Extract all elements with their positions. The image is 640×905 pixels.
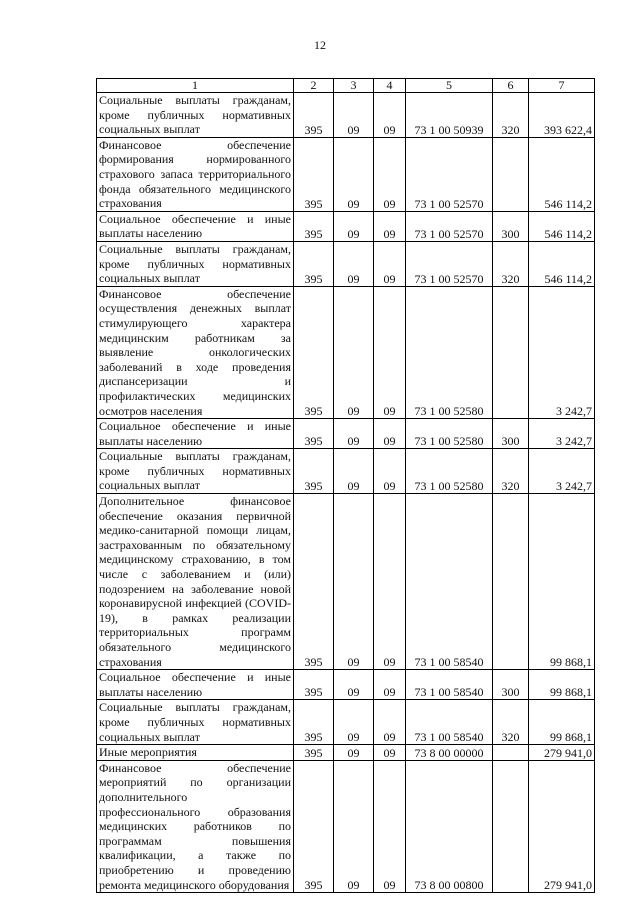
row-col2: 395 (294, 670, 334, 700)
row-description: Социальные выплаты гражданам, кроме публичных нормативных социальных выплат (97, 93, 294, 138)
row-col5: 73 8 00 00800 (406, 760, 493, 892)
table-row (97, 211, 595, 241)
row-col7: 3 242,7 (529, 449, 595, 494)
row-col6 (493, 137, 529, 211)
row-col2: 395 (294, 419, 334, 449)
row-col7: 99 868,1 (529, 670, 595, 700)
table-body (97, 93, 595, 893)
row-col2: 395 (294, 211, 334, 241)
row-col6: 320 (493, 93, 529, 138)
row-col5: 73 1 00 58540 (406, 670, 493, 700)
table-row (97, 93, 595, 138)
row-description: Социальные выплаты гражданам, кроме публичных нормативных социальных выплат (97, 700, 294, 745)
row-col2: 395 (294, 93, 334, 138)
row-col5: 73 1 00 52570 (406, 137, 493, 211)
table-row (97, 449, 595, 494)
row-col7: 546 114,2 (529, 211, 595, 241)
row-col6: 300 (493, 419, 529, 449)
header-cell: 6 (493, 79, 529, 93)
row-col3: 09 (334, 745, 374, 761)
row-col4: 09 (374, 137, 406, 211)
row-col7: 279 941,0 (529, 745, 595, 761)
row-col3: 09 (334, 670, 374, 700)
row-col7: 99 868,1 (529, 494, 595, 670)
page-number: 12 (314, 38, 326, 52)
row-col6: 320 (493, 449, 529, 494)
row-col3: 09 (334, 241, 374, 286)
row-description: Социальное обеспечение и иные выплаты населению (97, 670, 294, 700)
row-description: Финансовое обеспечение осуществления денежных выплат стимулирующего характера медицинским работникам за выявление онкологических заболеваний в ходе проведения диспансеризации и профилактических медицинских осмотров населения (97, 286, 294, 418)
header-cell: 1 (97, 79, 294, 93)
row-col7: 279 941,0 (529, 760, 595, 892)
row-col4: 09 (374, 449, 406, 494)
row-col5: 73 1 00 52570 (406, 211, 493, 241)
row-col4: 09 (374, 745, 406, 761)
header-cell: 5 (406, 79, 493, 93)
row-col4: 09 (374, 211, 406, 241)
row-col7: 546 114,2 (529, 241, 595, 286)
row-description: Иные мероприятия (97, 745, 294, 761)
row-description: Дополнительное финансовое обеспечение оказания первичной медико-санитарной помощи лицам, застрахованным по обязательному медицинскому страхованию, в том числе с заболеванием и (или) подозрением на заболевание новой коронавирусной инфекцией (COVID-19), в рамках реализации территориальных программ обязательного медицинского страхования (97, 494, 294, 670)
row-description: Социальное обеспечение и иные выплаты населению (97, 211, 294, 241)
row-col7: 546 114,2 (529, 137, 595, 211)
row-col2: 395 (294, 745, 334, 761)
header-cell: 3 (334, 79, 374, 93)
row-col6: 300 (493, 670, 529, 700)
row-col7: 3 242,7 (529, 286, 595, 418)
row-col2: 395 (294, 700, 334, 745)
row-description: Финансовое обеспечение формирования нормированного страхового запаса территориального фонда обязательного медицинского страхования (97, 137, 294, 211)
row-col3: 09 (334, 137, 374, 211)
row-col6 (493, 760, 529, 892)
header-cell: 7 (529, 79, 595, 93)
row-col4: 09 (374, 760, 406, 892)
table-row (97, 137, 595, 211)
row-col2: 395 (294, 137, 334, 211)
row-col7: 3 242,7 (529, 419, 595, 449)
row-col5: 73 8 00 00000 (406, 745, 493, 761)
table-row (97, 419, 595, 449)
header-cell: 2 (294, 79, 334, 93)
row-col6: 320 (493, 700, 529, 745)
header-cell: 4 (374, 79, 406, 93)
row-col3: 09 (334, 419, 374, 449)
row-col7: 393 622,4 (529, 93, 595, 138)
row-col3: 09 (334, 286, 374, 418)
row-col5: 73 1 00 52580 (406, 286, 493, 418)
row-col4: 09 (374, 241, 406, 286)
row-col2: 395 (294, 286, 334, 418)
table-row (97, 494, 595, 670)
row-col2: 395 (294, 760, 334, 892)
row-col6: 320 (493, 241, 529, 286)
row-col5: 73 1 00 52580 (406, 449, 493, 494)
table-row (97, 745, 595, 761)
row-col5: 73 1 00 52570 (406, 241, 493, 286)
table-header-row (97, 79, 595, 93)
row-col7: 99 868,1 (529, 700, 595, 745)
row-col6: 300 (493, 211, 529, 241)
row-col4: 09 (374, 700, 406, 745)
row-col5: 73 1 00 50939 (406, 93, 493, 138)
row-description: Социальное обеспечение и иные выплаты населению (97, 419, 294, 449)
row-col3: 09 (334, 760, 374, 892)
row-col4: 09 (374, 286, 406, 418)
row-col5: 73 1 00 58540 (406, 700, 493, 745)
row-col5: 73 1 00 52580 (406, 419, 493, 449)
row-col5: 73 1 00 58540 (406, 494, 493, 670)
row-col2: 395 (294, 241, 334, 286)
row-col6 (493, 286, 529, 418)
budget-table (96, 78, 595, 893)
row-col4: 09 (374, 670, 406, 700)
row-col3: 09 (334, 700, 374, 745)
row-description: Социальные выплаты гражданам, кроме публичных нормативных социальных выплат (97, 449, 294, 494)
row-col3: 09 (334, 93, 374, 138)
row-col2: 395 (294, 449, 334, 494)
table-row (97, 241, 595, 286)
row-col4: 09 (374, 419, 406, 449)
row-col3: 09 (334, 449, 374, 494)
row-description: Финансовое обеспечение мероприятий по организации дополнительного профессионального образования медицинских работников по программам повышения квалификации, а также по приобретению и проведению ремонта медицинского оборудования (97, 760, 294, 892)
row-col3: 09 (334, 494, 374, 670)
row-col6 (493, 745, 529, 761)
row-col4: 09 (374, 494, 406, 670)
row-col4: 09 (374, 93, 406, 138)
row-description: Социальные выплаты гражданам, кроме публичных нормативных социальных выплат (97, 241, 294, 286)
table-row (97, 700, 595, 745)
table-row (97, 670, 595, 700)
row-col2: 395 (294, 494, 334, 670)
table-row (97, 760, 595, 892)
row-col6 (493, 494, 529, 670)
table-row (97, 286, 595, 418)
row-col3: 09 (334, 211, 374, 241)
